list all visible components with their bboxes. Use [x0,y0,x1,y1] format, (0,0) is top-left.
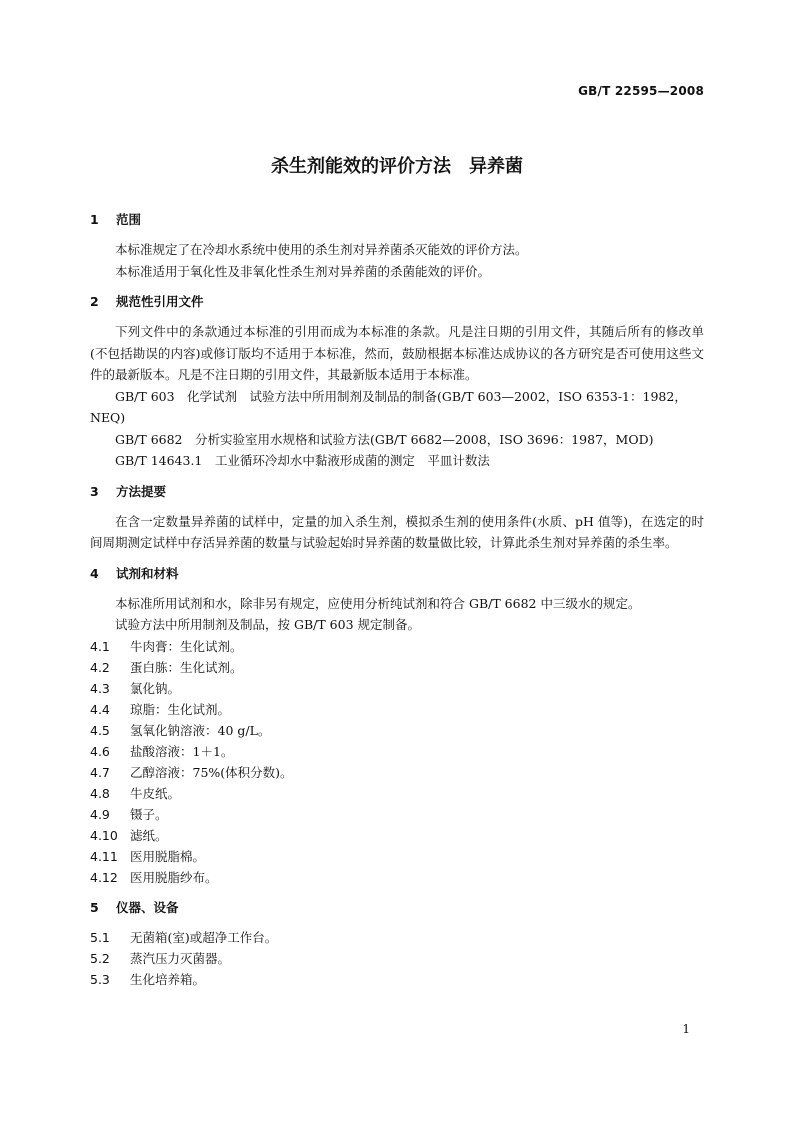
item-text: 无菌箱(室)或超净工作台。 [130,929,278,945]
list-item [90,657,704,678]
item-number: 4.6 [90,743,110,759]
item-text: 氯化钠。 [130,680,181,696]
document-body [90,210,704,990]
list-item [90,699,704,720]
list-item [90,867,704,888]
paragraph: 本标准规定了在冷却水系统中使用的杀生剂对异养菌杀灭能效的评价方法。 [115,242,528,257]
item-number: 5.3 [90,971,110,987]
section-number: 4 [90,565,99,581]
list-item [90,720,704,741]
section-title: 规范性引用文件 [116,294,204,309]
standard-number: GB/T 22595—2008 [578,84,704,98]
paragraph: 本标准适用于氧化性及非氧化性杀生剂对异养菌的杀菌能效的评价。 [115,263,491,279]
item-number: 4.5 [90,722,110,738]
item-number: 5.1 [90,929,110,945]
section-title: 范围 [116,212,142,227]
item-number: 4.4 [90,701,110,717]
page-number: 1 [682,1022,690,1036]
item-text: 牛皮纸。 [130,785,181,801]
section-number: 1 [90,212,99,227]
list-item [90,825,704,846]
item-text: 蒸汽压力灭菌器。 [130,950,231,966]
item-number: 4.9 [90,806,110,822]
list-item [90,762,704,783]
section-number: 2 [90,294,99,309]
list-item [90,636,704,657]
section-number: 5 [90,899,99,915]
item-text: 蛋白胨：生化试剂。 [130,659,243,675]
section-title: 试剂和材料 [116,565,179,581]
item-number: 4.10 [90,827,118,843]
item-number: 4.7 [90,764,110,780]
item-number: 5.2 [90,950,110,966]
section-heading-principle [90,482,704,502]
item-text: 乙醇溶液：75%(体积分数)。 [130,764,293,780]
item-number: 4.3 [90,680,110,696]
item-text: 滤纸。 [130,827,168,843]
item-text: 盐酸溶液：1＋1。 [130,743,234,759]
section-title: 方法提要 [116,483,167,499]
paragraph: 下列文件中的条款通过本标准的引用而成为本标准的条款。凡是注日期的引用文件，其随后所有的修改单(不包括勘误的内容)或修订版均不适用于本标准，然而，鼓励根据本标准达成协议的各方研究是否可使用这些文件的最新版本。凡是不注日期的引用文件，其最新版本适用于本标准。 [90,324,704,382]
item-number: 4.11 [90,848,118,864]
reference-item: GB/T 14643.1 工业循环冷却水中黏液形成菌的测定 平皿计数法 [115,453,490,468]
document-title: 杀生剂能效的评价方法 异养菌 [271,156,523,177]
section-heading-apparatus [90,898,704,918]
list-item [90,678,704,699]
section-title: 仪器、设备 [116,899,179,915]
item-text: 生化培养箱。 [130,971,206,987]
item-number: 4.2 [90,659,110,675]
item-number: 4.8 [90,785,110,801]
reference-item: GB/T 6682 分析实验室用水规格和试验方法(GB/T 6682—2008，ISO 3696：1987，MOD) [115,431,654,447]
paragraph: 本标准所用试剂和水，除非另有规定，应使用分析纯试剂和符合 GB/T 6682 中三级水的规定。 [115,595,641,611]
paragraph: 在含一定数量异养菌的试样中，定量的加入杀生剂，模拟杀生剂的使用条件(水质、pH 值等)，在选定的时间周期测定试样中存活异养菌的数量与试验起始时异养菌的数量做比较，计算此杀生剂对异养菌的杀生率。 [90,513,704,550]
item-text: 镊子。 [130,806,168,822]
list-item [90,741,704,762]
section-heading-reagents [90,564,704,584]
list-item [90,804,704,825]
paragraph: 试验方法中所用制剂及制品，按 GB/T 603 规定制备。 [115,617,420,632]
item-text: 氢氧化钠溶液：40 g/L。 [130,722,271,738]
item-text: 牛肉膏：生化试剂。 [130,638,243,654]
section-number: 3 [90,483,99,499]
item-number: 4.12 [90,869,118,885]
item-number: 4.1 [90,638,110,654]
item-text: 琼脂：生化试剂。 [130,701,231,717]
list-item [90,969,704,990]
list-item [90,783,704,804]
item-text: 医用脱脂纱布。 [130,869,218,885]
list-item [90,927,704,948]
reference-item: GB/T 603 化学试剂 试验方法中所用制剂及制品的制备(GB/T 603—2002，ISO 6353-1：1982，NEQ) [90,388,687,425]
section-heading-normative-references [90,292,704,312]
item-text: 医用脱脂棉。 [130,848,206,864]
section-heading-scope [90,210,704,230]
list-item [90,948,704,969]
list-item [90,846,704,867]
